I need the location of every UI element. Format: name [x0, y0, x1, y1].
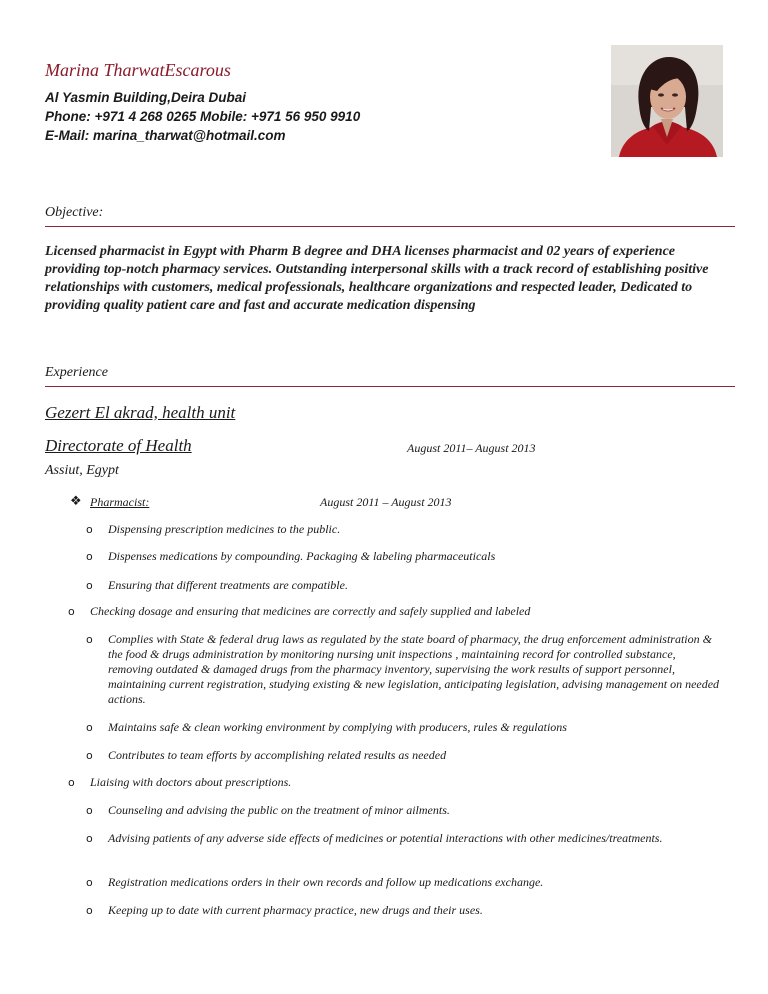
list-item	[68, 775, 720, 790]
list-item	[68, 604, 720, 619]
list-item	[86, 632, 720, 707]
list-item-text: Keeping up to date with current pharmacy practice, new drugs and their uses.	[108, 903, 483, 917]
circle-bullet-icon: o	[86, 749, 93, 762]
contact-block	[45, 88, 360, 145]
objective-divider	[45, 226, 735, 227]
list-item-text: Complies with State & federal drug laws as regulated by the state board of pharmacy, the drug enforcement administration & the food & drugs administration by monitoring nursing unit inspections , maintaining record for controlled substance, removing outdated & damaged drugs from the pharmacy inventory, supervising the work results of support personnel, maintaining current registration, studying existing & new legislation, anticipating legislation, advising management on needed actions.	[108, 632, 720, 706]
address: Al Yasmin Building,Deira Dubai	[45, 90, 247, 105]
list-item	[86, 522, 720, 537]
list-item-text: Maintains safe & clean working environment by complying with producers, rules & regulations	[108, 720, 567, 734]
list-item-text: Counseling and advising the public on the treatment of minor ailments.	[108, 803, 450, 817]
circle-bullet-icon: o	[86, 804, 93, 817]
phone: Phone: +971 4 268 0265 Mobile: +971 56 950 9910	[45, 109, 361, 124]
objective-heading: Objective:	[45, 205, 104, 220]
circle-bullet-icon: o	[86, 876, 93, 889]
list-item	[86, 831, 720, 846]
list-item	[86, 720, 720, 735]
circle-bullet-icon: o	[68, 776, 75, 789]
list-item	[86, 549, 720, 564]
circle-bullet-icon: o	[86, 550, 93, 563]
experience-heading: Experience	[45, 365, 108, 380]
circle-bullet-icon: o	[86, 579, 93, 592]
circle-bullet-icon: o	[86, 904, 93, 917]
list-item	[86, 578, 720, 593]
list-item-text: Contributes to team efforts by accomplishing related results as needed	[108, 748, 447, 762]
employment-dates: August 2011– August 2013	[407, 441, 536, 455]
circle-bullet-icon: o	[86, 721, 93, 734]
list-item-text: Checking dosage and ensuring that medicines are correctly and safely supplied and labeled	[90, 604, 531, 618]
circle-bullet-icon: o	[68, 605, 75, 618]
objective-text: Licensed pharmacist in Egypt with Pharm B degree and DHA licenses pharmacist and 02 years of experience providing top-notch pharmacy services. Outstanding interpersonal skills with a track record of establishing positive relationships with customers, medical professionals, healthcare organizations and respected leader, Dedicated to providing quality patient care and fast and accurate medication dispensing	[45, 244, 709, 313]
list-item-text: Registration medications orders in their own records and follow up medications exchange.	[108, 875, 544, 889]
list-item-text: Liaising with doctors about prescriptions.	[90, 775, 292, 789]
list-item-text: Advising patients of any adverse side effects of medicines or potential interactions with other medicines/treatments.	[108, 831, 663, 845]
circle-bullet-icon: o	[86, 523, 93, 536]
circle-bullet-icon: o	[86, 832, 93, 845]
candidate-name: Marina TharwatEscarous	[45, 60, 231, 80]
circle-bullet-icon: o	[86, 633, 93, 646]
organization-name: Gezert El akrad, health unit	[45, 403, 236, 422]
email: E-Mail: marina_tharwat@hotmail.com	[45, 128, 286, 143]
list-item	[86, 748, 720, 763]
profile-photo	[611, 45, 723, 157]
experience-divider	[45, 386, 735, 387]
list-item-text: Dispensing prescription medicines to the public.	[108, 522, 341, 536]
list-item	[86, 903, 720, 918]
portrait-image	[611, 45, 723, 157]
diamond-bullet-icon: ❖	[70, 494, 82, 509]
list-item-text: Dispenses medications by compounding. Packaging & labeling pharmaceuticals	[108, 549, 496, 563]
list-item-text: Ensuring that different treatments are compatible.	[108, 578, 348, 592]
list-item	[86, 875, 720, 890]
job-dates: August 2011 – August 2013	[320, 495, 452, 509]
list-item	[86, 803, 720, 818]
job-title: Pharmacist:	[90, 495, 150, 509]
job-location: Assiut, Egypt	[45, 463, 119, 478]
directorate-name: Directorate of Health	[45, 436, 192, 455]
